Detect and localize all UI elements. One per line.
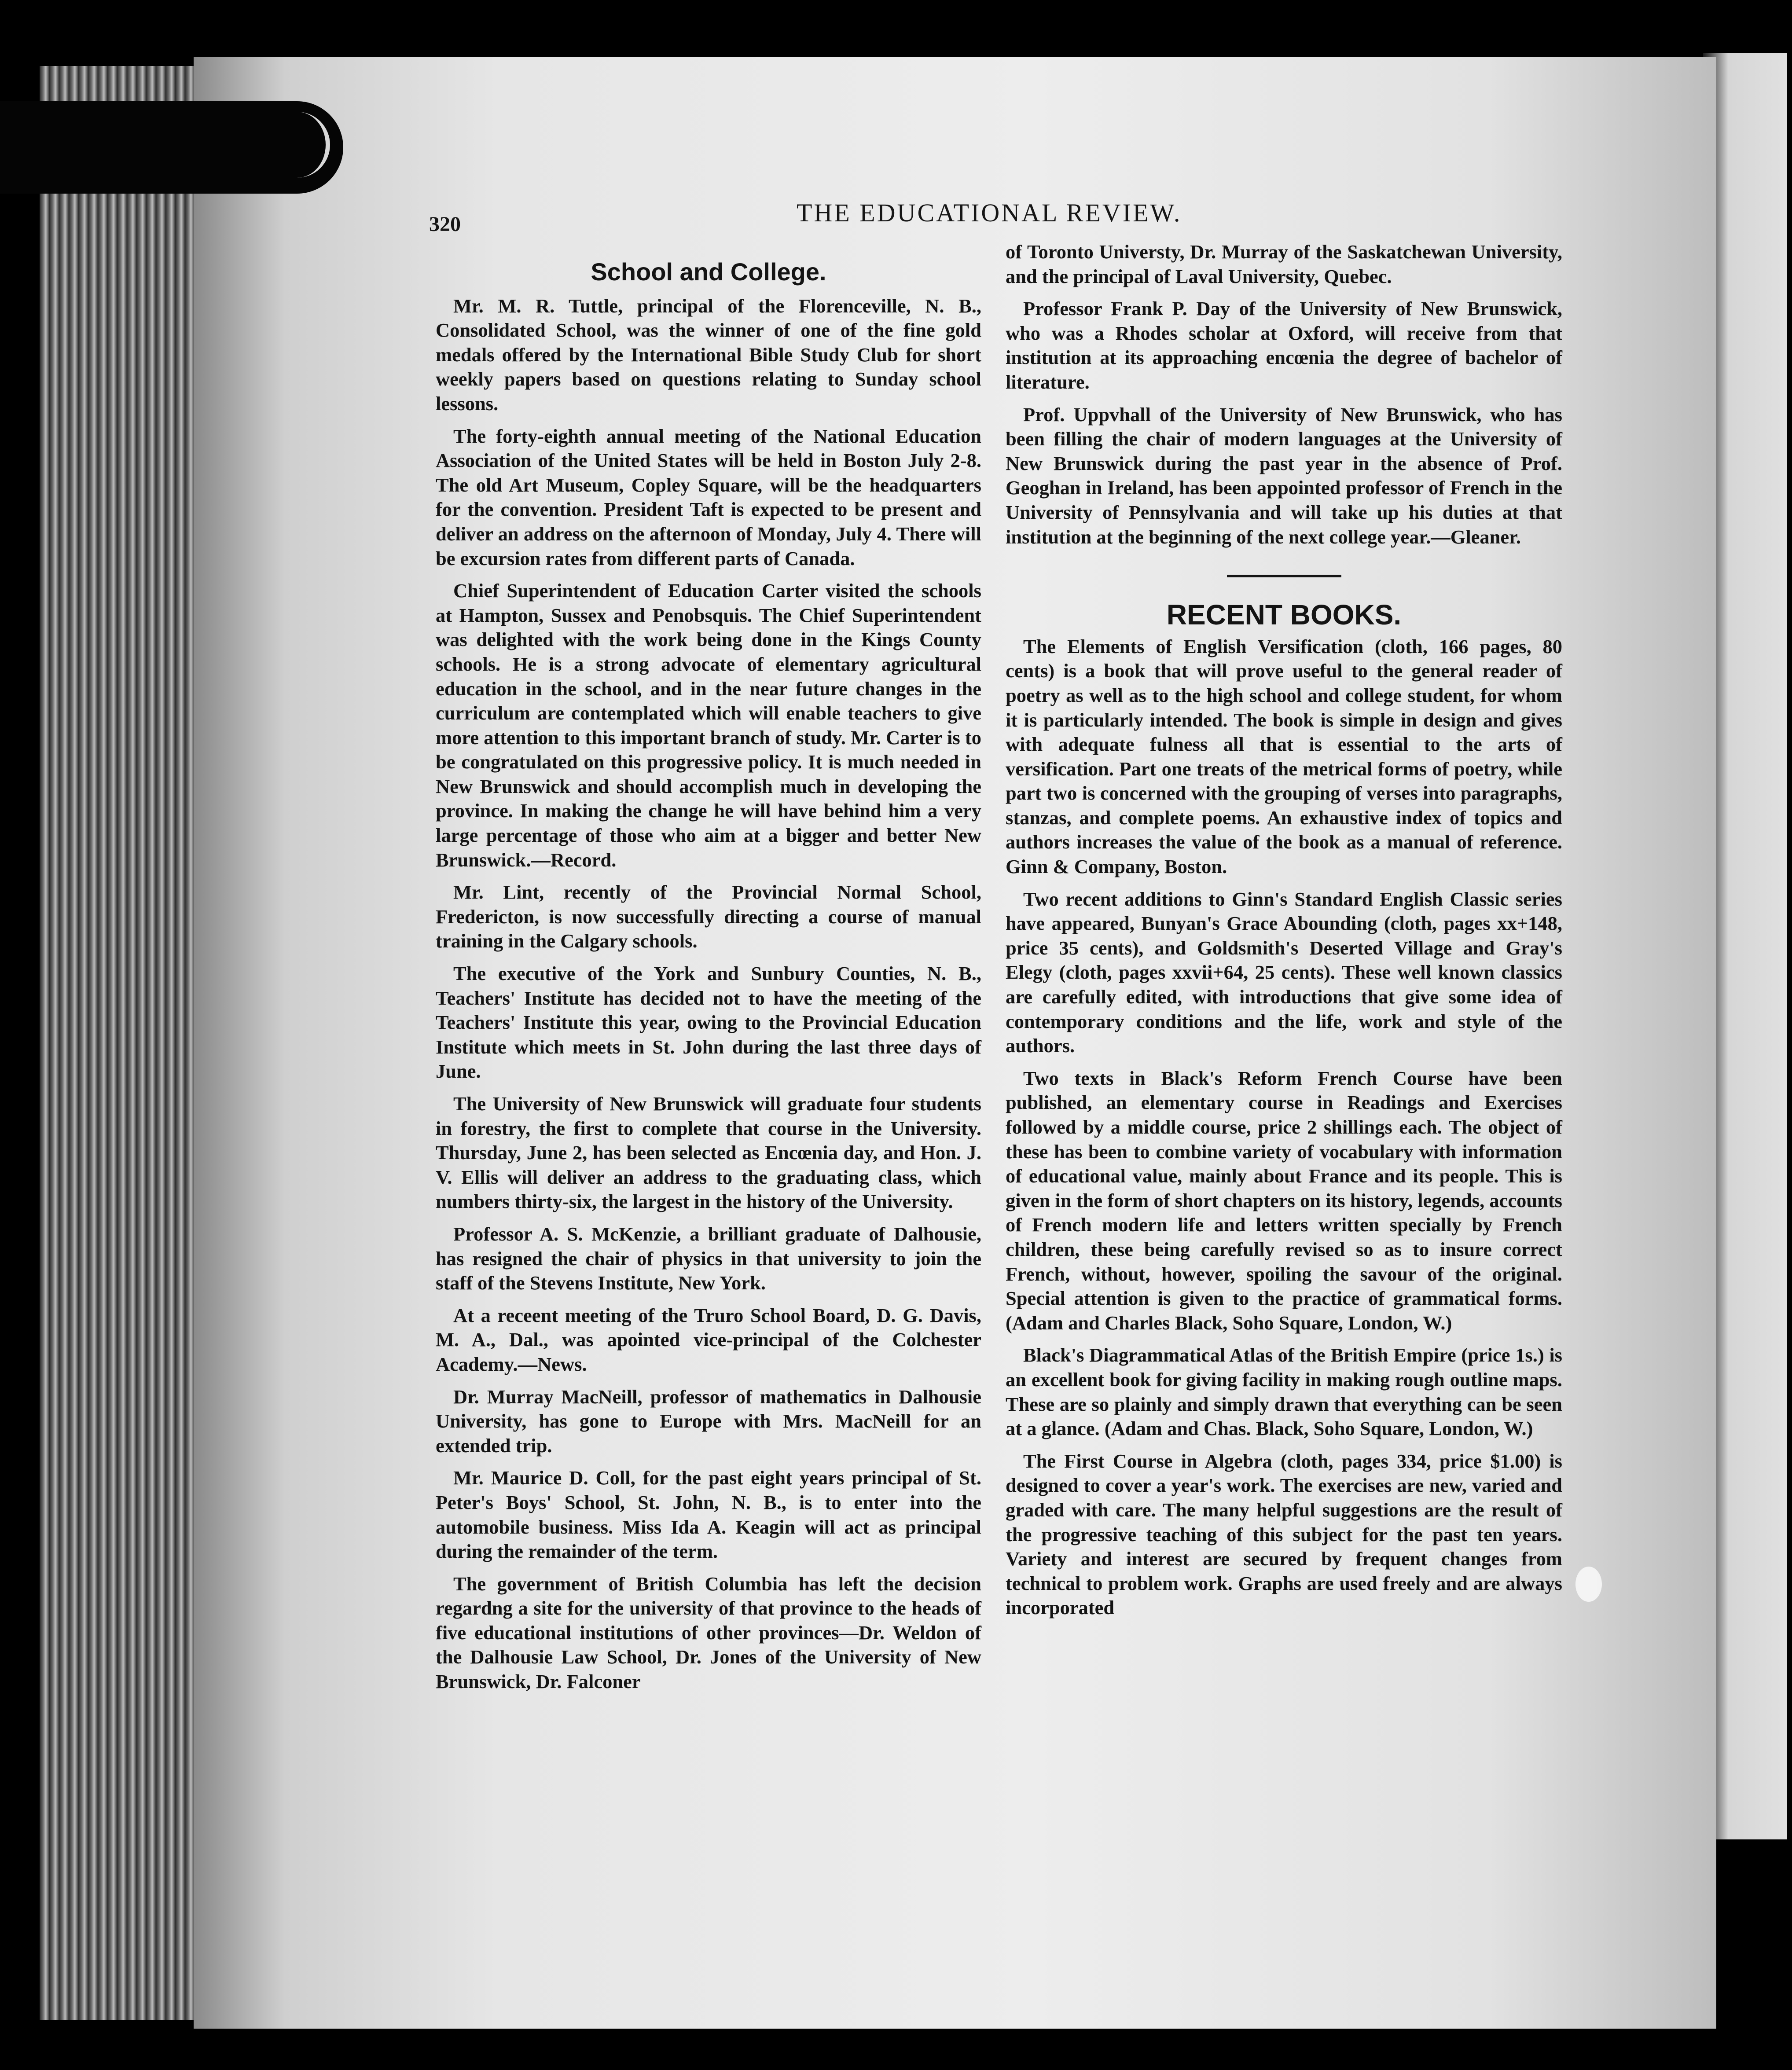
news-paragraph: The government of British Columbia has left the decision regardng a site for the university of that province to the heads of five educational institutions of other provinces—Dr. Weldon of the Dalhousie Law School, Dr. Jones of the University of New Brunswick, Dr. Falconer xyxy=(436,1572,981,1693)
news-paragraph: The University of New Brunswick will graduate four students in forestry, the first to complete that course in the University. Thursday, June 2, has been selected as Encœnia day, and Hon. J. V. Ellis will deliver an address to the graduating class, which numbers thirty-six, the largest in the history of the University. xyxy=(436,1093,981,1213)
page-clip xyxy=(0,101,343,194)
news-paragraph: Mr. Maurice D. Coll, for the past eight years principal of St. Peter's Boys' School, St. John, N. B., is to enter into the automobile business. Miss Ida A. Keagin will act as principal during the remainder of the term. xyxy=(436,1467,981,1563)
right-column xyxy=(1006,240,1562,1628)
recent-books-title: RECENT BOOKS. xyxy=(1166,599,1402,631)
news-paragraph: Professor A. S. McKenzie, a brilliant graduate of Dalhousie, has resigned the chair of physics in that university to join the staff of the Stevens Institute, New York. xyxy=(436,1222,981,1294)
book-review-paragraph: Two recent additions to Ginn's Standard English Classic series have appeared, Bunyan's Grace Abounding (cloth, pages xx+148, price 35 cents), and Goldsmith's Deserted Village and Gray's Elegy (cloth, pages xxvii+64, 25 cents). These well known classics are carefully edited, with introductions that give some idea of contemporary conditions and the life, work and style of the authors. xyxy=(1006,888,1562,1057)
news-paragraph: of Toronto Universty, Dr. Murray of the Saskatchewan University, and the principal of Laval University, Quebec. xyxy=(1006,241,1562,287)
news-paragraph: The forty-eighth annual meeting of the National Education Association of the United States will be held in Boston July 2-8. The old Art Museum, Copley Square, will be the headquarters for the convention. President Taft is expected to be present and deliver an address on the afternoon of Monday, July 4. There will be excursion rates from different parts of Canada. xyxy=(436,425,981,569)
section-title: School and College. xyxy=(591,258,826,286)
running-head: THE EDUCATIONAL REVIEW. xyxy=(797,198,1182,227)
paper-glare xyxy=(1575,1567,1602,1602)
book-review-paragraph: The Elements of English Versification (cloth, 166 pages, 80 cents) is a book that will prove useful to the general reader of poetry as well as to the high school and college student, for whom it is particularly intended. The book is simple in design and gives with adequate fulness all that is essential to the arts of versification. Part one treats of the metrical forms of poetry, while part two is concerned with the grouping of verses into paragraphs, stanzas, and complete poems. An exhaustive index of topics and authors increases the value of the book as a manual of reference. Ginn & Company, Boston. xyxy=(1006,635,1562,878)
book-review-paragraph: Black's Diagrammatical Atlas of the British Empire (price 1s.) is an excellent book for giving facility in making rough outline maps. These are so plainly and simply drawn that everything can be seen at a glance. (Adam and Chas. Black, Soho Square, London, W.) xyxy=(1006,1344,1562,1440)
news-paragraph: At a receent meeting of the Truro School Board, D. G. Davis, M. A., Dal., was apointed vice-principal of the Colchester Academy.—News. xyxy=(436,1304,981,1375)
news-paragraph: The executive of the York and Sunbury Counties, N. B., Teachers' Institute has decided not to have the meeting of the Teachers' Institute this year, owing to the Provincial Education Institute which meets in St. John during the last three days of June. xyxy=(436,962,981,1083)
news-paragraph: Prof. Uppvhall of the University of New Brunswick, who has been filling the chair of modern languages at the University of New Brunswick during the past year in the absence of Prof. Geoghan in Ireland, has been appointed professor of French in the University of Pennsylvania and will take up his duties at that institution at the beginning of the next college year.—Gleaner. xyxy=(1006,403,1562,548)
page-stack-edges xyxy=(40,66,216,2020)
news-paragraph: Mr. M. R. Tuttle, principal of the Florenceville, N. B., Consolidated School, was the winner of one of the fine gold medals offered by the International Bible Study Club for short weekly papers based on questions relating to Sunday school lessons. xyxy=(436,294,981,415)
page-number: 320 xyxy=(429,213,461,236)
news-paragraph: Mr. Lint, recently of the Provincial Normal School, Fredericton, is now successfully directing a course of manual training in the Calgary schools. xyxy=(436,881,981,952)
news-paragraph: Dr. Murray MacNeill, professor of mathematics in Dalhousie University, has gone to Europe with Mrs. MacNeill for an extended trip. xyxy=(436,1385,981,1457)
book-review-paragraph: Two texts in Black's Reform French Course have been published, an elementary course in Readings and Exercises followed by a middle course, price 2 shillings each. The object of these has been to combine variety of vocabulary with information of educational value, mainly about France and its people. This is given in the form of short chapters on its history, legends, accounts of French modern life and letters written specially by French children, these being carefully revised so as to insure correct French, without, however, spoiling the savour of the original. Special attention is given to the practice of grammatical forms. (Adam and Charles Black, Soho Square, London, W.) xyxy=(1006,1067,1562,1334)
news-paragraph: Chief Superintendent of Education Carter visited the schools at Hampton, Sussex and Penobsquis. The Chief Superintendent was delighted with the work being done in the Kings County schools. He is a strong advocate of elementary agricultural education in the school, and in the near future changes in the curriculum are contemplated which will enable teachers to give more attention to this important branch of study. Mr. Carter is to be congratulated on this progressive policy. It is much needed in New Brunswick and should accomplish much in developing the province. In making the change he will have behind him a very large percentage of those who aim at a bigger and better New Brunswick.—Record. xyxy=(436,580,981,871)
news-paragraph: Professor Frank P. Day of the University of New Brunswick, who was a Rhodes scholar at Oxford, will receive from that institution at its approaching encœnia the degree of bachelor of literature. xyxy=(1006,297,1562,393)
section-divider xyxy=(1227,575,1341,577)
left-column xyxy=(436,260,981,1702)
book-review-paragraph: The First Course in Algebra (cloth, pages 334, price $1.00) is designed to cover a year's work. The exercises are new, varied and graded with care. The many helpful suggestions are the result of the progressive teaching of this subject for the past ten years. Variety and interest are secured by frequent changes from technical to problem work. Graphs are used freely and are always incorporated xyxy=(1006,1450,1562,1619)
